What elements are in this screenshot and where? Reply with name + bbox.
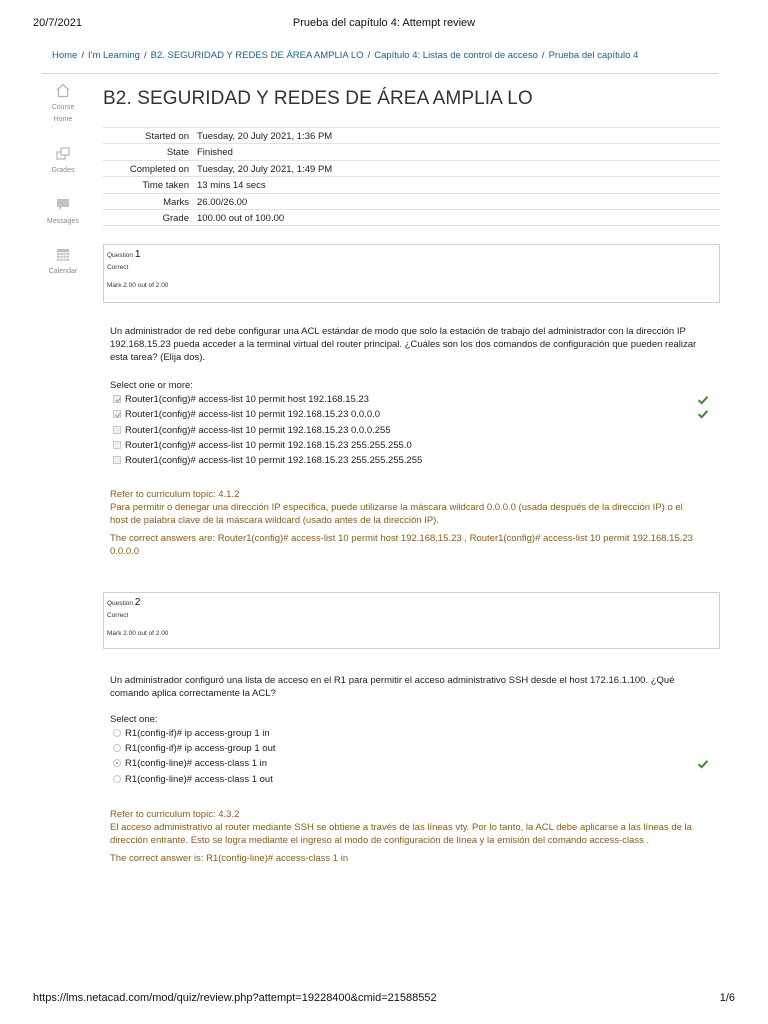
correct-check-icon	[697, 409, 709, 419]
q2-option[interactable]: R1(config-if)# ip access-group 1 in	[113, 727, 270, 741]
summary-value: Tuesday, 20 July 2021, 1:36 PM	[197, 131, 333, 142]
grades-icon	[55, 146, 71, 161]
breadcrumb-chapter[interactable]: Capítulo 4: Listas de control de acceso	[374, 50, 538, 61]
q1-option[interactable]: Router1(config)# access-list 10 permit 192.168.15.23 0.0.0.255	[113, 424, 391, 438]
summary-row	[103, 127, 720, 143]
header-divider	[42, 73, 718, 74]
question-2-explanation: El acceso administrativo al router mediante SSH se obtiene a través de las líneas vty. Por lo tanto, la ACL debe aplicarse a las líneas de la dirección entrante. Esto se logra mediante el ingreso al modo de configuración de línea y la emisión del comando access-class .	[110, 822, 692, 846]
question-mark: Mark 2.00 out of 2.00	[107, 282, 169, 289]
question-2-select-label: Select one:	[110, 714, 158, 725]
checkbox-checked[interactable]	[113, 410, 121, 418]
summary-key: Started on	[145, 131, 189, 142]
summary-value: 100.00 out of 100.00	[197, 212, 285, 224]
question-number: Question 2	[107, 597, 141, 608]
radio-button[interactable]	[113, 729, 121, 737]
question-1-info	[103, 244, 720, 303]
sidebar-item-grades[interactable]	[40, 146, 86, 177]
q1-option[interactable]: Router1(config)# access-list 10 permit 192.168.15.23 0.0.0.0	[113, 408, 380, 422]
summary-key: Time taken	[142, 180, 189, 192]
sidebar-item-calendar[interactable]	[40, 247, 86, 278]
summary-value: 26.00/26.00	[197, 196, 248, 208]
question-status: Correct	[107, 264, 129, 271]
summary-key: State	[166, 147, 189, 159]
q1-option[interactable]: Router1(config)# access-list 10 permit host 192.168.15.23	[113, 393, 369, 407]
sidebar-item-course-home[interactable]	[40, 83, 86, 126]
summary-row	[103, 176, 720, 192]
page-title: B2. SEGURIDAD Y REDES DE ÁREA AMPLIA LO	[103, 88, 533, 109]
print-page-number: 1/6	[719, 992, 735, 1004]
sidebar-label: Home	[53, 116, 73, 123]
summary-value: Finished	[197, 147, 233, 159]
summary-row	[103, 209, 720, 226]
q1-option[interactable]: Router1(config)# access-list 10 permit 192.168.15.23 255.255.255.0	[113, 439, 412, 453]
summary-row	[103, 160, 720, 176]
question-1-correct-answer: The correct answers are: Router1(config)# access-list 10 permit host 192.168.15.23 , Router1(config)# access-list 10 permit 192.168.15.23 0.0.0.0	[110, 533, 693, 557]
sidebar-item-messages[interactable]	[40, 197, 86, 228]
question-status: Correct	[107, 612, 129, 619]
summary-key: Marks	[163, 196, 189, 208]
breadcrumb-quiz[interactable]: Prueba del capítulo 4	[548, 50, 639, 61]
summary-key: Completed on	[129, 163, 189, 175]
question-number: Question 1	[107, 249, 141, 260]
checkbox[interactable]	[113, 441, 121, 449]
question-2-info	[103, 592, 720, 649]
summary-key: Grade	[162, 212, 189, 224]
question-1-explanation: Para permitir o denegar una dirección IP específica, puede utilizarse la máscara wildcard 0.0.0.0 (usada después de la dirección IP) o el host de palabra clave de la máscara wildcard (usado antes de la dirección IP).	[110, 502, 683, 526]
q2-option[interactable]: R1(config-line)# access-class 1 out	[113, 773, 273, 787]
print-page-title: Prueba del capítulo 4: Attempt review	[292, 17, 476, 29]
summary-value: Tuesday, 20 July 2021, 1:49 PM	[197, 163, 333, 175]
question-1-refer: Refer to curriculum topic: 4.1.2	[110, 489, 240, 500]
print-url: https://lms.netacad.com/mod/quiz/review.php?attempt=19228400&cmid=21588552	[33, 992, 437, 1004]
question-2-refer: Refer to curriculum topic: 4.3.2	[110, 809, 240, 820]
calendar-icon	[55, 247, 71, 262]
question-2-correct-answer: The correct answer is: R1(config-line)# access-class 1 in	[110, 853, 349, 864]
summary-row	[103, 193, 720, 209]
breadcrumb-learning[interactable]: I'm Learning	[87, 50, 140, 61]
radio-button[interactable]	[113, 775, 121, 783]
question-mark: Mark 2.00 out of 2.00	[107, 630, 169, 637]
question-2-text: Un administrador configuró una lista de acceso en el R1 para permitir el acceso administrativo SSH desde el host 172.16.1.100. ¿Qué comando aplica correctamente la ACL?	[110, 675, 675, 699]
q2-option[interactable]: R1(config-if)# ip access-group 1 out	[113, 742, 276, 756]
sidebar-label: Course	[51, 104, 75, 111]
summary-value: 13 mins 14 secs	[197, 180, 266, 192]
breadcrumb: Home / I'm Learning / B2. SEGURIDAD Y REDES DE ÁREA AMPLIA LO / Capítulo 4: Listas de control de acceso / Prueba del capítulo 4	[52, 50, 639, 61]
checkbox[interactable]	[113, 426, 121, 434]
question-1-select-label: Select one or more:	[110, 380, 193, 391]
breadcrumb-course[interactable]: B2. SEGURIDAD Y REDES DE ÁREA AMPLIA LO	[150, 50, 364, 61]
checkbox[interactable]	[113, 456, 121, 464]
print-date: 20/7/2021	[33, 17, 82, 29]
sidebar-label: Messages	[47, 218, 79, 225]
question-1-text: Un administrador de red debe configurar una ACL estándar de modo que solo la estación de trabajo del administrador con la dirección IP 192.168.15.23 pueda acceder a la terminal virtual del router principal. ¿Cuáles son los dos comandos de configuración que pueden realizar esta tarea? (Elija dos).	[110, 326, 697, 363]
sidebar-label: Calendar	[48, 268, 78, 275]
summary-row	[103, 143, 720, 159]
checkbox-checked[interactable]	[113, 395, 121, 403]
correct-check-icon	[697, 395, 709, 405]
correct-check-icon	[697, 759, 709, 769]
q2-option[interactable]: R1(config-line)# access-class 1 in	[113, 757, 267, 771]
radio-button[interactable]	[113, 744, 121, 752]
q1-option[interactable]: Router1(config)# access-list 10 permit 192.168.15.23 255.255.255.255	[113, 454, 422, 468]
home-icon	[55, 83, 71, 98]
messages-icon	[55, 197, 71, 212]
checkbox-tick-icon	[115, 397, 121, 403]
checkbox-tick-icon	[115, 412, 121, 418]
attempt-summary-table	[103, 127, 720, 226]
breadcrumb-home[interactable]: Home	[52, 50, 78, 61]
radio-button-selected[interactable]	[113, 759, 121, 767]
sidebar-label: Grades	[51, 167, 75, 174]
